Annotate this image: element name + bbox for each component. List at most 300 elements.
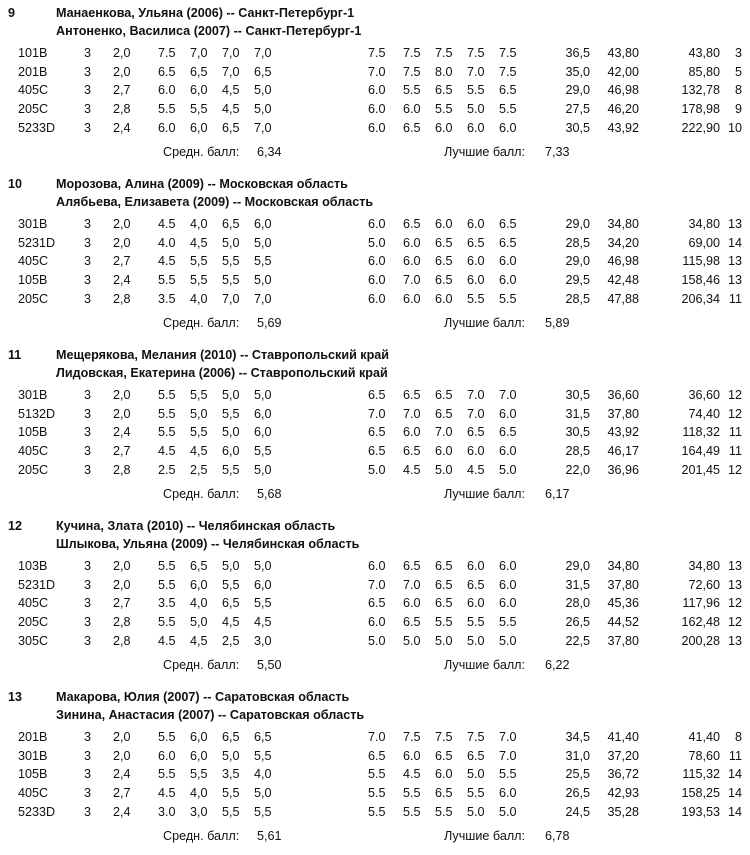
running-total: 117,96 <box>682 596 720 611</box>
execution-score: 6,0 <box>254 406 272 421</box>
degree-of-difficulty: 2,0 <box>113 235 131 250</box>
dive-points: 30,5 <box>565 388 590 402</box>
summary-row <box>0 658 750 676</box>
dive-factor: 3 <box>84 388 92 402</box>
execution-score: 4,0 <box>190 596 208 611</box>
dive-row <box>0 559 750 577</box>
team-rank: 10 <box>8 177 23 191</box>
synchro-score: 6.5 <box>403 217 421 231</box>
dive-points: 29,0 <box>565 559 590 573</box>
execution-score: 6,5 <box>222 120 240 135</box>
synchro-score: 6.0 <box>368 102 386 117</box>
dive-factor: 3 <box>84 425 92 440</box>
synchro-score: 6.0 <box>368 273 386 288</box>
dive-row <box>0 217 750 235</box>
execution-score: 5.5 <box>158 406 176 421</box>
running-total: 158,25 <box>681 786 720 801</box>
dive-score: 43,80 <box>607 46 639 60</box>
synchro-score: 5.5 <box>467 615 485 630</box>
dive-row <box>0 596 750 614</box>
dive-score: 37,80 <box>607 633 639 648</box>
execution-score: 5.5 <box>158 425 176 440</box>
dive-score: 46,98 <box>607 254 639 269</box>
dive-points: 27,5 <box>565 102 590 117</box>
athlete-name-2: Лидовская, Екатерина (2006) -- Ставропольский край <box>56 366 388 380</box>
dive-code: 205C <box>18 102 49 117</box>
current-place: 13 <box>727 217 742 231</box>
synchro-score: 4.5 <box>403 767 421 782</box>
synchro-score: 4.5 <box>467 462 485 477</box>
dive-code: 205C <box>18 291 49 306</box>
execution-score: 6,5 <box>222 217 240 231</box>
synchro-score: 5.5 <box>368 767 386 782</box>
synchro-score: 6.5 <box>467 235 485 250</box>
execution-score: 5,5 <box>222 462 240 477</box>
best-value: 6,17 <box>545 487 570 501</box>
execution-score: 5,5 <box>222 254 240 269</box>
synchro-score: 6.0 <box>368 120 386 135</box>
synchro-score: 6.0 <box>467 273 485 288</box>
synchro-score: 8.0 <box>435 64 453 79</box>
execution-score: 4,0 <box>190 217 208 231</box>
synchro-score: 7.5 <box>403 46 421 60</box>
synchro-score: 5.0 <box>467 804 485 819</box>
dive-points: 28,5 <box>565 235 590 250</box>
execution-score: 5.5 <box>158 615 176 630</box>
synchro-score: 6.5 <box>368 748 386 763</box>
synchro-score: 5.5 <box>435 615 453 630</box>
best-value: 6,78 <box>545 829 570 843</box>
execution-score: 2,5 <box>222 633 240 648</box>
execution-score: 5,5 <box>190 767 208 782</box>
running-total: 36,60 <box>688 388 720 402</box>
dive-factor: 3 <box>84 577 92 592</box>
current-place: 12 <box>727 388 742 402</box>
execution-score: 6,0 <box>254 217 272 231</box>
synchro-score: 6.5 <box>368 425 386 440</box>
synchro-score: 6.0 <box>435 444 453 459</box>
degree-of-difficulty: 2,0 <box>113 64 131 79</box>
synchro-score: 5.5 <box>467 291 485 306</box>
dive-factor: 3 <box>84 254 92 269</box>
synchro-score: 6.5 <box>368 596 386 611</box>
dive-row <box>0 463 750 481</box>
dive-code: 405C <box>18 254 49 269</box>
dive-row <box>0 83 750 101</box>
degree-of-difficulty: 2,0 <box>113 577 131 592</box>
synchro-score: 6.5 <box>499 217 517 231</box>
synchro-score: 7.0 <box>368 730 386 744</box>
execution-score: 5,0 <box>254 462 272 477</box>
dive-factor: 3 <box>84 120 92 135</box>
synchro-score: 5.5 <box>368 786 386 801</box>
dive-row <box>0 578 750 596</box>
dive-row <box>0 425 750 443</box>
dive-row <box>0 121 750 139</box>
execution-score: 5,5 <box>254 804 272 819</box>
execution-score: 5,0 <box>254 786 272 801</box>
synchro-score: 7.0 <box>499 730 517 744</box>
execution-score: 7,0 <box>222 291 240 306</box>
execution-score: 7,0 <box>190 46 208 60</box>
dive-score: 42,48 <box>607 273 639 288</box>
synchro-score: 7.0 <box>368 406 386 421</box>
dive-code: 201B <box>18 730 48 744</box>
synchro-score: 7.5 <box>435 730 453 744</box>
athlete-name-1: Мещерякова, Мелания (2010) -- Ставропольский край <box>56 348 390 362</box>
dive-points: 31,5 <box>565 577 590 592</box>
dive-points: 31,5 <box>565 406 590 421</box>
execution-score: 4,5 <box>190 235 208 250</box>
dive-row <box>0 388 750 406</box>
execution-score: 4.5 <box>158 217 176 231</box>
execution-score: 5,0 <box>222 388 240 402</box>
summary-row <box>0 145 750 163</box>
average-label: Средн. балл: <box>163 145 240 159</box>
dive-score: 36,72 <box>607 767 639 782</box>
execution-score: 3,0 <box>254 633 272 648</box>
dive-code: 5231D <box>18 235 56 250</box>
dive-row <box>0 407 750 425</box>
dive-points: 29,0 <box>565 83 590 98</box>
dive-factor: 3 <box>84 444 92 459</box>
dive-row <box>0 749 750 767</box>
execution-score: 2.5 <box>158 462 176 477</box>
synchro-score: 6.0 <box>403 425 421 440</box>
synchro-score: 5.5 <box>403 804 421 819</box>
execution-score: 5.5 <box>158 102 176 117</box>
execution-score: 6,5 <box>222 596 240 611</box>
dive-score: 42,93 <box>607 786 639 801</box>
dive-score: 36,96 <box>607 462 639 477</box>
dive-factor: 3 <box>84 102 92 117</box>
execution-score: 4,5 <box>222 102 240 117</box>
synchro-score: 5.0 <box>499 804 517 819</box>
execution-score: 5,0 <box>254 235 272 250</box>
current-place: 13 <box>727 273 742 288</box>
synchro-score: 6.0 <box>435 767 453 782</box>
synchro-score: 5.5 <box>403 786 421 801</box>
synchro-score: 7.5 <box>499 64 517 79</box>
dive-score: 44,52 <box>607 615 639 630</box>
synchro-score: 6.5 <box>435 748 453 763</box>
dive-factor: 3 <box>84 786 92 801</box>
dive-score: 37,80 <box>607 406 639 421</box>
synchro-score: 6.0 <box>368 254 386 269</box>
dive-code: 105B <box>18 273 48 288</box>
team-rank: 13 <box>8 690 23 704</box>
dive-points: 29,0 <box>565 254 590 269</box>
synchro-score: 5.5 <box>499 615 517 630</box>
synchro-score: 7.5 <box>435 46 453 60</box>
synchro-score: 5.0 <box>403 633 421 648</box>
execution-score: 5,0 <box>254 559 272 573</box>
synchro-score: 6.0 <box>499 559 517 573</box>
dive-factor: 3 <box>84 83 92 98</box>
current-place: 13 <box>727 633 742 648</box>
synchro-score: 6.5 <box>403 444 421 459</box>
dive-points: 22,5 <box>565 633 590 648</box>
athlete-name-2: Алябьева, Елизавета (2009) -- Московская область <box>56 195 374 209</box>
execution-score: 4,5 <box>254 615 272 630</box>
degree-of-difficulty: 2,0 <box>113 388 131 402</box>
execution-score: 6,0 <box>222 444 240 459</box>
synchro-score: 7.0 <box>499 388 517 402</box>
dive-factor: 3 <box>84 217 92 231</box>
current-place: 9 <box>734 102 742 117</box>
degree-of-difficulty: 2,0 <box>113 730 131 744</box>
running-total: 193,53 <box>681 804 720 819</box>
running-total: 74,40 <box>688 406 720 421</box>
dive-factor: 3 <box>84 64 92 79</box>
current-place: 12 <box>727 462 742 477</box>
synchro-score: 7.0 <box>403 577 421 592</box>
synchro-score: 6.0 <box>467 444 485 459</box>
dive-code: 5233D <box>18 120 56 135</box>
current-place: 11 <box>728 425 742 440</box>
average-value: 5,61 <box>257 829 282 843</box>
athlete-name-2: Шлыкова, Ульяна (2009) -- Челябинская область <box>56 537 360 551</box>
dive-score: 37,20 <box>607 748 639 763</box>
synchro-score: 6.0 <box>403 748 421 763</box>
dive-factor: 3 <box>84 462 92 477</box>
synchro-score: 6.5 <box>435 254 453 269</box>
current-place: 14 <box>727 235 742 250</box>
degree-of-difficulty: 2,8 <box>113 615 131 630</box>
execution-score: 5,0 <box>254 273 272 288</box>
execution-score: 6.0 <box>158 83 176 98</box>
execution-score: 5,0 <box>222 425 240 440</box>
dive-code: 201B <box>18 64 48 79</box>
dive-row <box>0 236 750 254</box>
athlete-name-2: Антоненко, Василиса (2007) -- Санкт-Петербург-1 <box>56 24 362 38</box>
dive-row <box>0 634 750 652</box>
dive-score: 41,40 <box>607 730 639 744</box>
dive-points: 26,5 <box>565 615 590 630</box>
dive-code: 301B <box>18 217 48 231</box>
synchro-score: 7.0 <box>467 388 485 402</box>
dive-row <box>0 292 750 310</box>
dive-score: 46,98 <box>607 83 639 98</box>
dive-points: 29,0 <box>565 217 590 231</box>
synchro-score: 6.0 <box>368 217 386 231</box>
degree-of-difficulty: 2,0 <box>113 559 131 573</box>
best-value: 7,33 <box>545 145 570 159</box>
synchro-score: 5.5 <box>467 83 485 98</box>
execution-score: 7,0 <box>254 120 272 135</box>
dive-factor: 3 <box>84 406 92 421</box>
running-total: 178,98 <box>681 102 720 117</box>
dive-row <box>0 65 750 83</box>
synchro-score: 6.0 <box>435 120 453 135</box>
running-total: 115,98 <box>682 254 720 269</box>
synchro-score: 6.0 <box>467 596 485 611</box>
dive-points: 24,5 <box>565 804 590 819</box>
execution-score: 4.5 <box>158 786 176 801</box>
synchro-score: 6.0 <box>499 254 517 269</box>
synchro-score: 6.0 <box>499 273 517 288</box>
execution-score: 5.5 <box>158 577 176 592</box>
running-total: 132,78 <box>681 83 720 98</box>
dive-score: 36,60 <box>607 388 639 402</box>
degree-of-difficulty: 2,0 <box>113 217 131 231</box>
execution-score: 3,5 <box>222 767 240 782</box>
dive-score: 42,00 <box>607 64 639 79</box>
execution-score: 5,5 <box>254 596 272 611</box>
dive-row <box>0 730 750 748</box>
dive-points: 28,5 <box>565 444 590 459</box>
execution-score: 5,5 <box>254 444 272 459</box>
synchro-score: 6.5 <box>499 83 517 98</box>
execution-score: 3.5 <box>158 596 176 611</box>
running-total: 85,80 <box>688 64 720 79</box>
dive-code: 205C <box>18 615 49 630</box>
dive-row <box>0 46 750 64</box>
average-value: 5,68 <box>257 487 282 501</box>
dive-row <box>0 805 750 823</box>
athlete-name-1: Макарова, Юлия (2007) -- Саратовская область <box>56 690 350 704</box>
synchro-score: 6.0 <box>499 120 517 135</box>
synchro-score: 7.0 <box>435 425 453 440</box>
synchro-score: 6.0 <box>499 444 517 459</box>
synchro-score: 5.5 <box>403 83 421 98</box>
dive-score: 34,80 <box>607 559 639 573</box>
synchro-score: 6.0 <box>467 559 485 573</box>
synchro-score: 6.5 <box>435 235 453 250</box>
dive-factor: 3 <box>84 730 92 744</box>
execution-score: 3.5 <box>158 291 176 306</box>
dive-points: 34,5 <box>565 730 590 744</box>
execution-score: 5.5 <box>158 730 176 744</box>
execution-score: 2,5 <box>190 462 208 477</box>
team-rank: 11 <box>8 348 22 362</box>
dive-code: 205C <box>18 462 49 477</box>
dive-factor: 3 <box>84 748 92 763</box>
degree-of-difficulty: 2,4 <box>113 804 131 819</box>
synchro-score: 6.5 <box>403 559 421 573</box>
synchro-score: 5.0 <box>467 633 485 648</box>
execution-score: 7,0 <box>222 64 240 79</box>
execution-score: 5,0 <box>222 235 240 250</box>
dive-code: 105B <box>18 425 48 440</box>
execution-score: 5,5 <box>190 388 208 402</box>
synchro-score: 5.0 <box>368 235 386 250</box>
current-place: 8 <box>734 83 742 98</box>
execution-score: 3,0 <box>190 804 208 819</box>
dive-factor: 3 <box>84 804 92 819</box>
execution-score: 6,0 <box>190 748 208 763</box>
synchro-score: 6.0 <box>368 291 386 306</box>
running-total: 34,80 <box>688 559 720 573</box>
best-label: Лучшие балл: <box>444 658 526 672</box>
team-rank: 12 <box>8 519 23 533</box>
execution-score: 4,5 <box>190 633 208 648</box>
synchro-score: 7.0 <box>368 64 386 79</box>
average-value: 5,69 <box>257 316 282 330</box>
degree-of-difficulty: 2,8 <box>113 291 131 306</box>
execution-score: 5.5 <box>158 767 176 782</box>
synchro-score: 7.5 <box>467 46 485 60</box>
synchro-score: 6.0 <box>435 217 453 231</box>
average-value: 5,50 <box>257 658 282 672</box>
running-total: 201,45 <box>681 462 720 477</box>
execution-score: 6,0 <box>254 425 272 440</box>
current-place: 8 <box>734 730 742 744</box>
current-place: 11 <box>728 291 742 306</box>
execution-score: 4.5 <box>158 254 176 269</box>
running-total: 164,49 <box>681 444 720 459</box>
current-place: 12 <box>727 615 742 630</box>
dive-code: 405C <box>18 444 49 459</box>
dive-row <box>0 767 750 785</box>
dive-code: 105B <box>18 767 48 782</box>
synchro-score: 6.5 <box>435 388 453 402</box>
dive-code: 101B <box>18 46 48 60</box>
synchro-score: 5.5 <box>435 102 453 117</box>
synchro-score: 5.5 <box>435 804 453 819</box>
synchro-score: 6.0 <box>403 235 421 250</box>
current-place: 11 <box>728 444 742 459</box>
dive-factor: 3 <box>84 273 92 288</box>
dive-score: 34,20 <box>607 235 639 250</box>
dive-row <box>0 102 750 120</box>
synchro-score: 7.0 <box>467 406 485 421</box>
dive-score: 43,92 <box>607 425 639 440</box>
synchro-score: 6.5 <box>467 577 485 592</box>
execution-score: 7,0 <box>254 46 272 60</box>
execution-score: 7,0 <box>254 291 272 306</box>
synchro-score: 6.0 <box>467 120 485 135</box>
synchro-score: 6.0 <box>467 217 485 231</box>
dive-code: 5231D <box>18 577 56 592</box>
running-total: 222,90 <box>681 120 720 135</box>
current-place: 14 <box>727 786 742 801</box>
execution-score: 5,0 <box>254 83 272 98</box>
summary-row <box>0 487 750 505</box>
current-place: 10 <box>727 120 742 135</box>
running-total: 158,46 <box>681 273 720 288</box>
synchro-score: 7.0 <box>403 406 421 421</box>
dive-code: 5132D <box>18 406 56 421</box>
execution-score: 6,0 <box>190 577 208 592</box>
execution-score: 7.5 <box>158 46 176 60</box>
dive-factor: 3 <box>84 615 92 630</box>
dive-points: 29,5 <box>565 273 590 288</box>
synchro-score: 7.0 <box>403 273 421 288</box>
synchro-score: 7.0 <box>499 748 517 763</box>
synchro-score: 6.0 <box>368 559 386 573</box>
synchro-score: 6.5 <box>435 273 453 288</box>
running-total: 78,60 <box>688 748 720 763</box>
execution-score: 5,0 <box>190 406 208 421</box>
dive-score: 43,92 <box>607 120 639 135</box>
synchro-score: 6.5 <box>368 444 386 459</box>
synchro-score: 5.0 <box>499 462 517 477</box>
execution-score: 7,0 <box>222 46 240 60</box>
synchro-score: 5.0 <box>435 633 453 648</box>
execution-score: 5,0 <box>222 748 240 763</box>
execution-score: 5,5 <box>222 406 240 421</box>
synchro-score: 6.5 <box>467 748 485 763</box>
synchro-score: 7.5 <box>499 46 517 60</box>
execution-score: 6.0 <box>158 120 176 135</box>
athlete-name-1: Кучина, Злата (2010) -- Челябинская область <box>56 519 336 533</box>
synchro-score: 5.0 <box>467 102 485 117</box>
synchro-score: 5.0 <box>435 462 453 477</box>
synchro-score: 5.5 <box>499 767 517 782</box>
best-label: Лучшие балл: <box>444 316 526 330</box>
synchro-score: 6.0 <box>403 596 421 611</box>
